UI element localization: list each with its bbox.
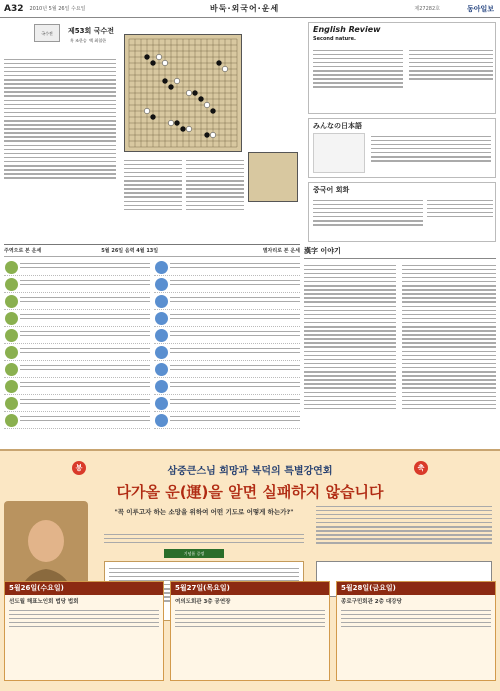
hanja-section — [304, 246, 496, 444]
ad-tag-left: 봉 — [72, 461, 86, 475]
schedule-venue-2: 여의도회관 3층 공연장 — [175, 599, 231, 605]
star-row — [154, 293, 300, 310]
japanese-section — [308, 118, 496, 178]
english-text-1 — [313, 47, 403, 91]
star-sign-icon — [155, 261, 168, 274]
zodiac-icon — [5, 261, 18, 274]
zodiac-icon — [5, 346, 18, 359]
star-row — [154, 412, 300, 429]
horoscope-right-title: 별자리로 본 운세 — [262, 248, 300, 254]
white-player: 백 최철한 — [89, 38, 107, 43]
horoscope-left — [4, 259, 150, 443]
star-sign-icon — [155, 414, 168, 427]
go-board — [124, 34, 242, 152]
ad-headline: 다가올 운(運)을 알면 실패하지 않습니다 — [116, 483, 384, 501]
schedule-detail-1 — [5, 607, 163, 630]
page-number: A32 — [4, 3, 24, 14]
baduk-badge: 국수전 — [34, 24, 60, 42]
star-sign-icon — [155, 363, 168, 376]
japanese-text — [371, 133, 491, 164]
star-row — [154, 361, 300, 378]
baduk-players — [70, 38, 106, 44]
schedule-date-2: 5월27일(목요일) — [171, 582, 329, 595]
baduk-title: 제53회 국수전 — [68, 27, 114, 35]
japanese-title: みんなの日本語 — [313, 122, 362, 130]
star-row — [154, 344, 300, 361]
hanja-text-1 — [304, 262, 396, 412]
section-title: 바둑·외국어·운세 — [210, 4, 280, 13]
japanese-illustration — [313, 133, 365, 173]
zodiac-row — [4, 310, 150, 327]
ad-title: 삼중큰스님 희망과 복덕의 특별강연회 — [167, 466, 333, 477]
issue-code: 제27282호 — [414, 6, 440, 12]
english-title: English Review — [313, 25, 381, 34]
star-row — [154, 327, 300, 344]
zodiac-row — [4, 259, 150, 276]
star-row — [154, 378, 300, 395]
zodiac-icon — [5, 380, 18, 393]
star-sign-icon — [155, 295, 168, 308]
schedule-venue-3: 종로구민회관 2층 대강당 — [341, 599, 402, 605]
schedule-detail-3 — [337, 607, 495, 630]
baduk-text-2 — [124, 157, 182, 237]
baduk-section — [4, 22, 304, 240]
chinese-section — [308, 182, 496, 242]
baduk-text-1 — [4, 56, 116, 236]
zodiac-row — [4, 361, 150, 378]
chinese-text-2 — [427, 197, 493, 220]
zodiac-icon — [5, 312, 18, 325]
zodiac-row — [4, 344, 150, 361]
issue-date: 2010년 5월 26일 수요일 — [29, 6, 86, 12]
schedule-date-1: 5월26일(수요일) — [5, 582, 163, 595]
chinese-title: 중국어 회화 — [313, 186, 350, 194]
horoscope-right — [154, 259, 300, 443]
zodiac-icon — [5, 329, 18, 342]
black-player: 흑 조한승 — [70, 38, 87, 43]
schedule-box-1 — [4, 581, 164, 681]
horoscope-title: 주역으로 본 운세 — [4, 248, 42, 254]
zodiac-icon — [5, 397, 18, 410]
english-text-2 — [409, 47, 493, 82]
chinese-text-1 — [313, 197, 423, 228]
star-row — [154, 259, 300, 276]
horoscope-header — [4, 245, 300, 257]
star-sign-icon — [155, 397, 168, 410]
ad-quote: "꼭 이루고자 하는 소망을 위하여 어떤 기도로 어떻게 하는가?" — [114, 508, 294, 516]
star-sign-icon — [155, 278, 168, 291]
hanja-text-2 — [402, 262, 496, 412]
schedule-detail-2 — [171, 607, 329, 630]
zodiac-row — [4, 276, 150, 293]
zodiac-row — [4, 327, 150, 344]
zodiac-row — [4, 293, 150, 310]
go-board-small — [248, 152, 298, 202]
star-row — [154, 395, 300, 412]
star-row — [154, 310, 300, 327]
star-row — [154, 276, 300, 293]
horoscope-section — [4, 244, 300, 444]
english-headline: Second nature. — [313, 36, 356, 42]
page-header — [0, 0, 500, 18]
ad-body — [104, 531, 304, 546]
zodiac-row — [4, 378, 150, 395]
star-sign-icon — [155, 312, 168, 325]
horoscope-date: 5월 26일 음력 4월 13일 — [101, 248, 159, 254]
schedule-box-3 — [336, 581, 496, 681]
star-sign-icon — [155, 346, 168, 359]
ad-right-text — [316, 503, 492, 557]
schedule-venue-1: 선도월 해표노인회 법당 법회 — [9, 599, 79, 605]
zodiac-row — [4, 412, 150, 429]
gift-badge: 기념품 증정 — [164, 549, 224, 558]
schedule-date-3: 5월28일(금요일) — [337, 582, 495, 595]
star-sign-icon — [155, 380, 168, 393]
star-sign-icon — [155, 329, 168, 342]
go-board-grid — [125, 35, 241, 151]
zodiac-row — [4, 395, 150, 412]
baduk-text-3 — [186, 157, 244, 237]
zodiac-icon — [5, 414, 18, 427]
schedule-box-2 — [170, 581, 330, 681]
zodiac-icon — [5, 278, 18, 291]
zodiac-icon — [5, 295, 18, 308]
hanja-title: 漢字 이야기 — [304, 246, 496, 259]
ad-tag-right: 축 — [414, 461, 428, 475]
zodiac-icon — [5, 363, 18, 376]
english-section — [308, 22, 496, 114]
paper-logo: 동아일보 — [466, 4, 494, 13]
